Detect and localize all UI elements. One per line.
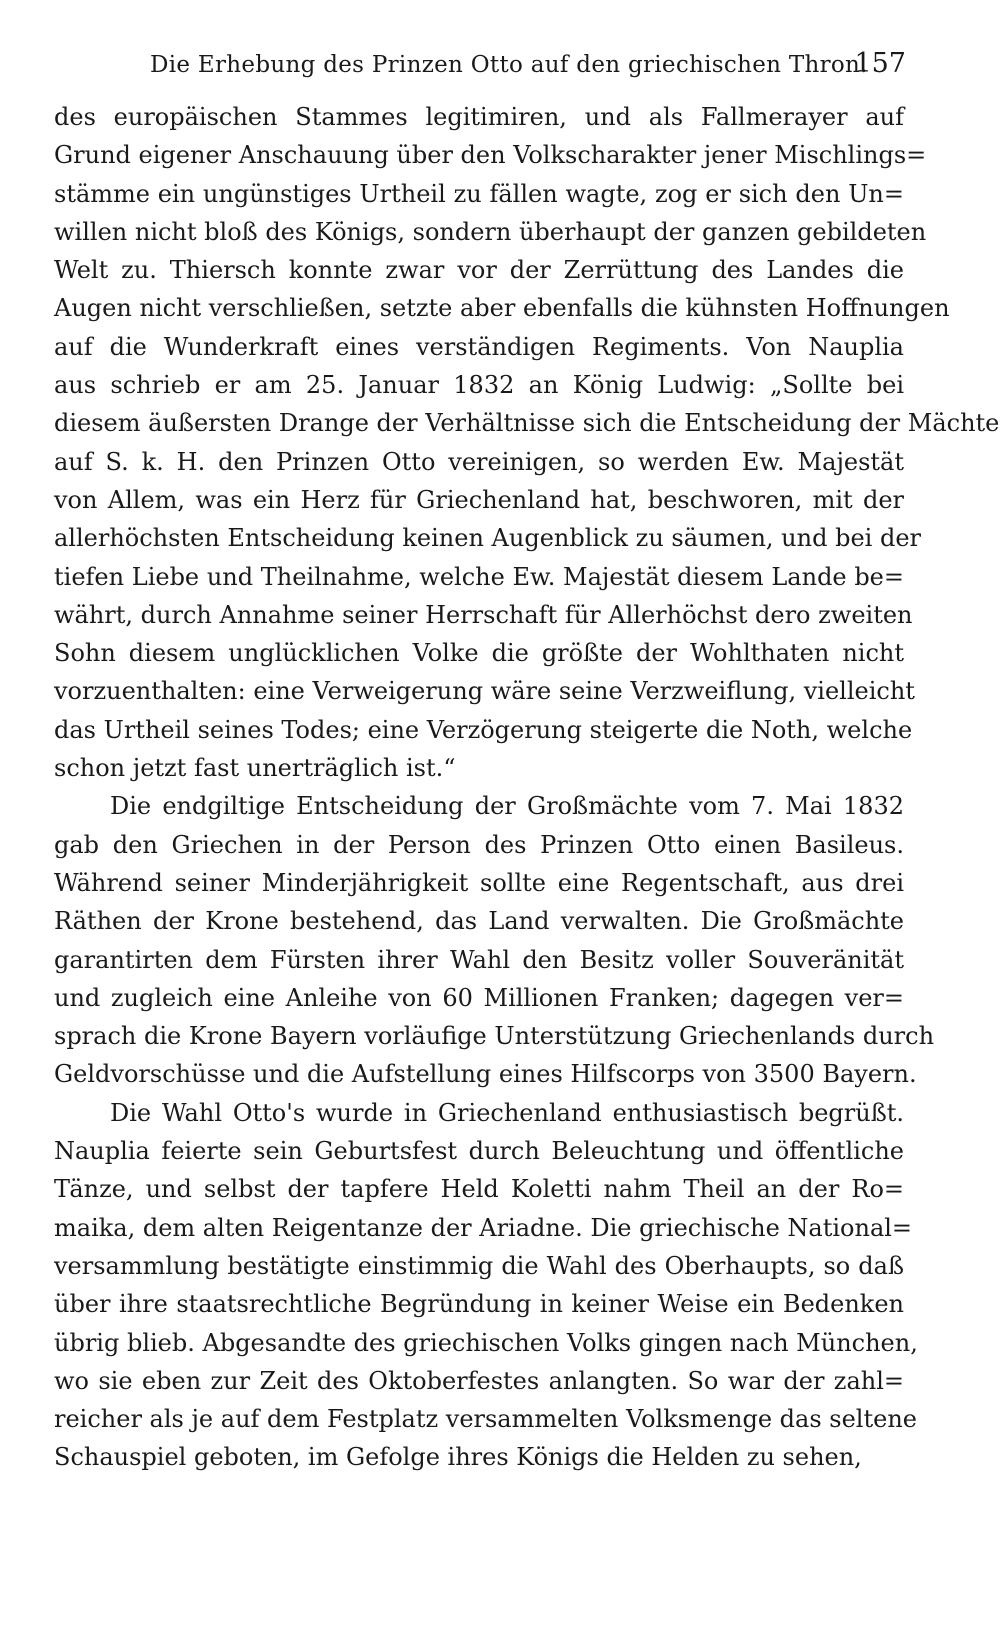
page-number: 157 — [854, 48, 906, 79]
text-line: garantirten dem Fürsten ihrer Wahl den Besitz voller Souveränität — [54, 945, 904, 974]
text-line: Geldvorschüsse und die Aufstellung eines Hilfscorps von 3500 Bayern. — [54, 1060, 917, 1089]
text-line: Grund eigener Anschauung über den Volkscharakter jener Mischlings= — [54, 141, 927, 170]
paragraph — [54, 98, 1000, 787]
text-line: reicher als je auf dem Festplatz versammelten Volksmenge das seltene — [54, 1405, 917, 1434]
running-head-title: Die Erhebung des Prinzen Otto auf den griechischen Thron. — [150, 52, 868, 78]
text-line: maika, dem alten Reigentanze der Ariadne. Die griechische National= — [54, 1213, 913, 1242]
text-line: Die Wahl Otto's wurde in Griechenland enthusiastisch begrüßt. — [110, 1098, 904, 1127]
book-page — [54, 44, 1000, 1477]
text-line: Nauplia feierte sein Geburtsfest durch Beleuchtung und öffentliche — [54, 1137, 904, 1166]
text-line: das Urtheil seines Todes; eine Verzögerung steigerte die Noth, welche — [54, 715, 913, 744]
text-line: Tänze, und selbst der tapfere Held Koletti nahm Theil an der Ro= — [54, 1175, 904, 1204]
text-line: und zugleich eine Anleihe von 60 Millionen Franken; dagegen ver= — [54, 983, 904, 1012]
text-line: wo sie eben zur Zeit des Oktoberfestes anlangten. So war der zahl= — [54, 1366, 904, 1395]
text-line: des europäischen Stammes legitimiren, und als Fallmerayer auf — [54, 103, 904, 131]
text-line: Sohn diesem unglücklichen Volke die größte der Wohlthaten nicht — [54, 639, 904, 668]
text-line: Schauspiel geboten, im Gefolge ihres Königs die Helden zu sehen, — [54, 1443, 862, 1472]
running-head — [54, 44, 904, 96]
text-line: stämme ein ungünstiges Urtheil zu fällen wagte, zog er sich den Un= — [54, 179, 904, 208]
text-line: währt, durch Annahme seiner Herrschaft für Allerhöchst dero zweiten — [54, 600, 913, 629]
text-line: gab den Griechen in der Person des Prinzen Otto einen Basileus. — [54, 830, 904, 859]
text-line: allerhöchsten Entscheidung keinen Augenblick zu säumen, und bei der — [54, 524, 921, 553]
text-line: auf die Wunderkraft eines verständigen Regiments. Von Nauplia — [54, 332, 904, 361]
paragraph — [54, 787, 935, 1093]
text-line: vorzuenthalten: eine Verweigerung wäre seine Verzweiflung, vielleicht — [54, 677, 915, 706]
text-line: versammlung bestätigte einstimmig die Wahl des Oberhaupts, so daß — [54, 1251, 904, 1280]
text-line: aus schrieb er am 25. Januar 1832 an König Ludwig: „Sollte bei — [54, 371, 904, 400]
text-line: sprach die Krone Bayern vorläufige Unterstützung Griechenlands durch — [54, 1022, 935, 1051]
text-line: von Allem, was ein Herz für Griechenland hat, beschworen, mit der — [54, 485, 904, 514]
text-line: Augen nicht verschließen, setzte aber ebenfalls die kühnsten Hoffnungen — [54, 294, 950, 323]
paragraph — [54, 1094, 918, 1477]
text-line: Welt zu. Thiersch konnte zwar vor der Zerrüttung des Landes die — [54, 256, 904, 285]
text-line: Während seiner Minderjährigkeit sollte eine Regentschaft, aus drei — [54, 868, 904, 897]
text-line: übrig blieb. Abgesandte des griechischen Volks gingen nach München, — [54, 1328, 918, 1357]
text-line: diesem äußersten Drange der Verhältnisse sich die Entscheidung der Mächte — [54, 409, 1000, 438]
text-line: tiefen Liebe und Theilnahme, welche Ew. Majestät diesem Lande be= — [54, 562, 904, 591]
text-line: schon jetzt fast unerträglich ist.“ — [54, 754, 456, 783]
text-line: Räthen der Krone bestehend, das Land verwalten. Die Großmächte — [54, 907, 904, 936]
text-line: Die endgiltige Entscheidung der Großmächte vom 7. Mai 1832 — [110, 792, 904, 821]
text-line: willen nicht bloß des Königs, sondern überhaupt der ganzen gebildeten — [54, 217, 927, 246]
text-line: auf S. k. H. den Prinzen Otto vereinigen, so werden Ew. Majestät — [54, 447, 904, 476]
text-line: über ihre staatsrechtliche Begründung in keiner Weise ein Bedenken — [54, 1290, 904, 1319]
body-text — [54, 98, 1000, 1477]
